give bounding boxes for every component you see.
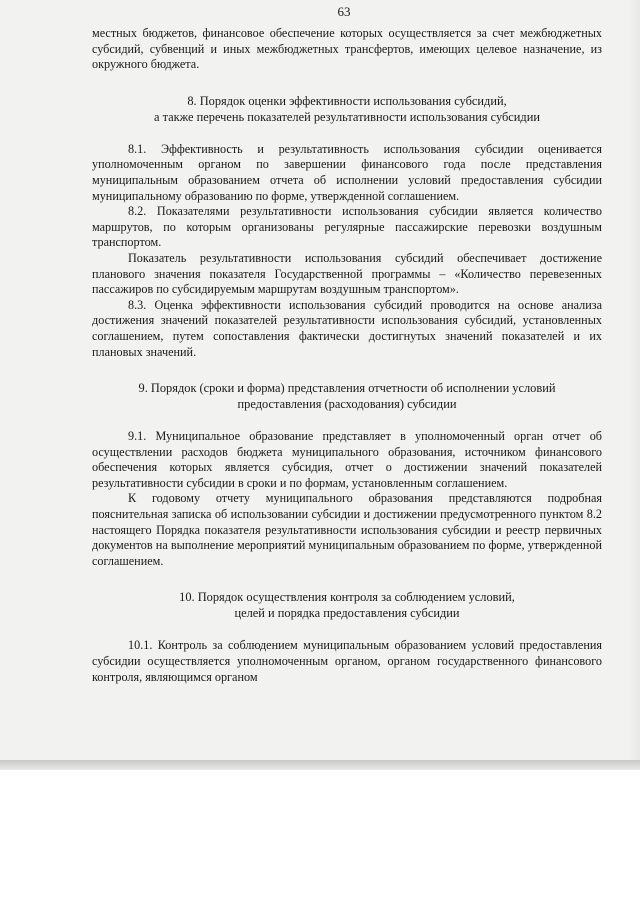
section-8-title [92, 93, 602, 125]
paragraph-9-1-annual: К годовому отчету муниципального образования представляются подробная пояснительная записка об использовании субсидии и достижении предусмотренного пунктом 8.2 настоящего Порядка показателя результативности использования субсидии и реестр первичных документов на выполнение мероприятий муниципальным образованием по форме, утвержденной соглашением. [92, 491, 602, 568]
paragraph-8-1: 8.1. Эффективность и результативность использования субсидии оценивается уполномоченным органом по завершении финансового года после представления муниципальным образованием отчета об исполнении условий предоставления субсидии муниципальному образованию по форме, утвержденной соглашением. [92, 141, 602, 203]
section-10-title [92, 589, 602, 621]
paragraph-8-2: 8.2. Показателями результативности использования субсидии является количество маршрутов, по которым организованы регулярные пассажирские перевозки воздушным транспортом. [92, 204, 602, 250]
section-8-title-line2: а также перечень показателей результативности использования субсидии [153, 109, 541, 124]
section-8-title-line1: 8. Порядок оценки эффективности использования субсидий, [187, 93, 507, 108]
intro-paragraph: местных бюджетов, финансовое обеспечение которых осуществляется за счет межбюджетных субсидий, субвенций и иных межбюджетных трансфертов, имеющих целевое назначение, из окружного бюджета. [92, 26, 602, 72]
paragraph-10-1: 10.1. Контроль за соблюдением муниципальным образованием условий предоставления субсидии осуществляется уполномоченным органом, органом государственного финансового контроля, являющимся органом [92, 638, 602, 684]
section-10 [92, 589, 602, 685]
section-10-title-line2: целей и порядка предоставления субсидии [234, 606, 460, 621]
paragraph-8-3: 8.3. Оценка эффективности использования субсидий проводится на основе анализа достижения значений показателей результативности использования субсидий, установленных соглашением, путем сопоставления фактически достигнутых значений показателей и их плановых значений. [92, 297, 602, 359]
paragraph-9-1: 9.1. Муниципальное образование представляет в уполномоченный орган отчет об осуществлении расходов бюджета муниципального образования, источником финансового обеспечения которых является субсидия, отчет о достижении значений показателей результативности субсидии в сроки и по формам, установленным соглашением. [92, 429, 602, 490]
paragraph-8-2-indicator: Показатель результативности использования субсидий обеспечивает достижение планового значения показателя Государственной программы – «Количество перевезенных пассажиров по субсидируемым маршрутам воздушным транспортом». [92, 250, 602, 297]
section-9-title [92, 380, 602, 412]
section-9-title-line1: 9. Порядок (сроки и форма) представления отчетности об исполнении условий [138, 381, 556, 396]
section-10-title-line1: 10. Порядок осуществления контроля за соблюдением условий, [179, 590, 515, 605]
scan-shadow [628, 0, 640, 760]
section-8 [92, 93, 602, 360]
section-9-title-line2: предоставления (расходования) субсидии [237, 397, 457, 412]
page-number: 63 [337, 4, 351, 19]
section-9 [92, 380, 602, 569]
scan-bottom-edge [0, 760, 640, 770]
